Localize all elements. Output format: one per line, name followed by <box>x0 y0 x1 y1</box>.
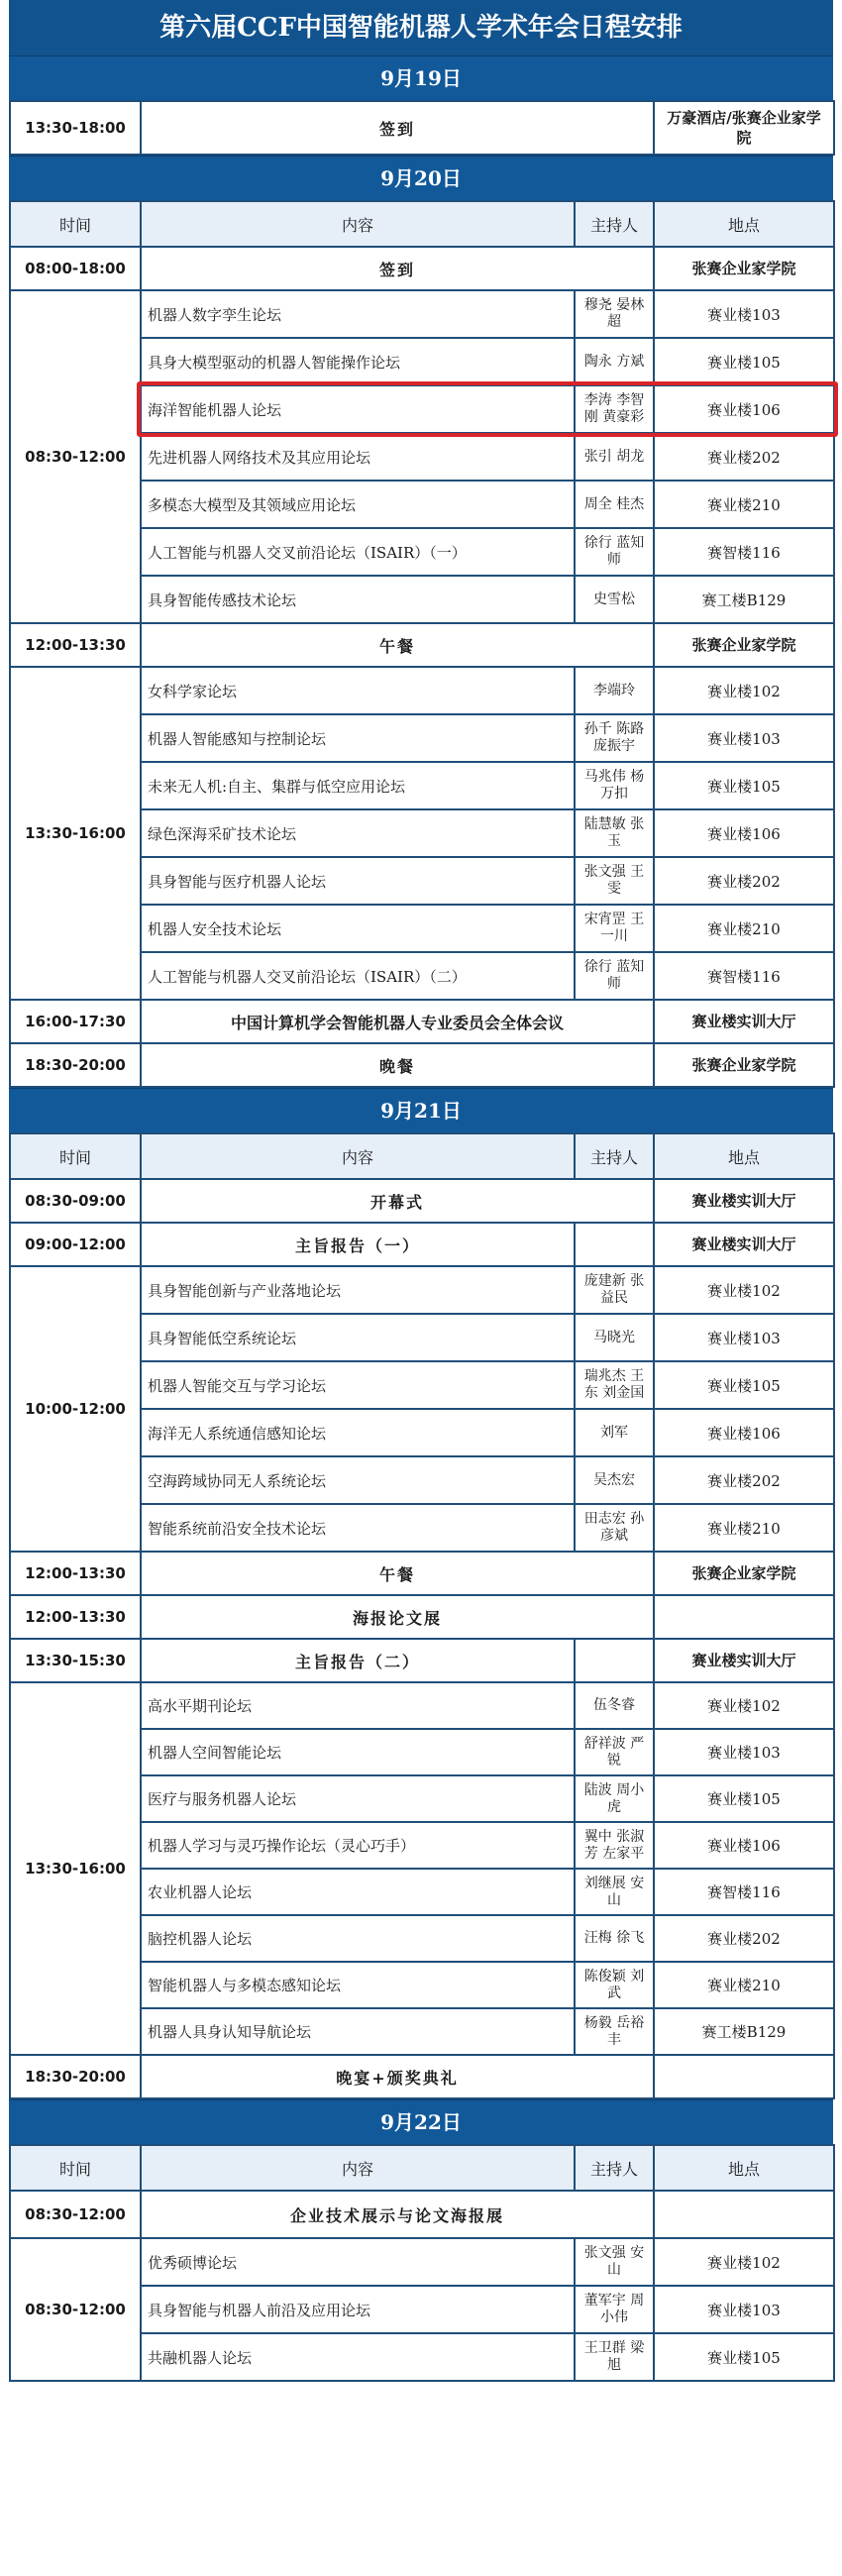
forum-host: 翼中 张淑芳 左家平 <box>575 1822 654 1869</box>
forum-host: 徐行 蓝知师 <box>575 528 654 576</box>
header-time: 时间 <box>10 201 141 247</box>
column-header-row <box>10 201 834 247</box>
row-place: 张赛企业家学院 <box>654 623 834 667</box>
row-host-empty <box>575 1223 654 1266</box>
forum-host: 汪梅 徐飞 <box>575 1915 654 1962</box>
block-time: 08:30-12:00 <box>10 290 141 623</box>
forum-name: 机器人数字孪生论坛 <box>141 290 575 338</box>
table-row <box>10 2055 834 2098</box>
row-content: 午餐 <box>141 1552 654 1595</box>
forum-name: 共融机器人论坛 <box>141 2333 575 2381</box>
forum-place: 赛业楼103 <box>654 1729 834 1775</box>
table-row <box>10 1595 834 1639</box>
row-time: 12:00-13:30 <box>10 1552 141 1595</box>
forum-place: 赛业楼105 <box>654 1775 834 1822</box>
header-content: 内容 <box>141 201 575 247</box>
forum-host: 董军宇 周小伟 <box>575 2286 654 2333</box>
table-row <box>10 1223 834 1266</box>
forum-host: 伍冬睿 <box>575 1682 654 1729</box>
forum-place: 赛业楼106 <box>654 809 834 857</box>
row-time: 12:00-13:30 <box>10 623 141 667</box>
table-row <box>10 1682 834 1729</box>
forum-place: 赛业楼102 <box>654 1682 834 1729</box>
row-place <box>654 2191 834 2238</box>
table-row <box>10 667 834 714</box>
block-time: 13:30-16:00 <box>10 1682 141 2055</box>
row-time: 08:30-12:00 <box>10 2191 141 2238</box>
forum-name: 多模态大模型及其领域应用论坛 <box>141 481 575 528</box>
forum-host: 杨毅 岳裕丰 <box>575 2008 654 2055</box>
row-place: 张赛企业家学院 <box>654 1043 834 1087</box>
forum-host: 李涛 李智刚 黄豪彩 <box>575 385 654 433</box>
table-row <box>10 1639 834 1682</box>
forum-name: 机器人空间智能论坛 <box>141 1729 575 1775</box>
day-header-0919: 9月19日 <box>9 55 833 100</box>
row-content: 晚宴+颁奖典礼 <box>141 2055 654 2098</box>
forum-host: 史雪松 <box>575 576 654 623</box>
forum-host: 刘继展 安山 <box>575 1869 654 1915</box>
day-header-0920: 9月20日 <box>9 156 833 200</box>
column-header-row <box>10 2145 834 2191</box>
forum-host: 陈俊颖 刘武 <box>575 1962 654 2008</box>
header-content: 内容 <box>141 2145 575 2191</box>
row-time: 13:30-18:00 <box>10 101 141 155</box>
forum-host: 周全 桂杰 <box>575 481 654 528</box>
header-host: 主持人 <box>575 2145 654 2191</box>
table-row <box>10 1000 834 1043</box>
table-row <box>10 290 834 338</box>
forum-name: 海洋无人系统通信感知论坛 <box>141 1409 575 1456</box>
forum-place: 赛业楼103 <box>654 714 834 762</box>
forum-name: 绿色深海采矿技术论坛 <box>141 809 575 857</box>
header-time: 时间 <box>10 1133 141 1179</box>
forum-name: 具身智能低空系统论坛 <box>141 1314 575 1361</box>
day-header-0921: 9月21日 <box>9 1088 833 1132</box>
row-host-empty <box>575 1639 654 1682</box>
forum-name: 具身智能创新与产业落地论坛 <box>141 1266 575 1314</box>
forum-name: 优秀硕博论坛 <box>141 2238 575 2286</box>
forum-host: 瑞兆杰 王东 刘金国 <box>575 1361 654 1409</box>
forum-name: 机器人具身认知导航论坛 <box>141 2008 575 2055</box>
forum-name: 未来无人机:自主、集群与低空应用论坛 <box>141 762 575 809</box>
forum-name: 机器人安全技术论坛 <box>141 905 575 952</box>
forum-host: 吴杰宏 <box>575 1456 654 1504</box>
forum-host: 陶永 方斌 <box>575 338 654 385</box>
forum-place: 赛业楼202 <box>654 857 834 905</box>
row-place: 张赛企业家学院 <box>654 1552 834 1595</box>
row-place: 万豪酒店/张赛企业家学院 <box>654 101 834 155</box>
row-content: 海报论文展 <box>141 1595 654 1639</box>
row-place: 赛业楼实训大厅 <box>654 1639 834 1682</box>
forum-name: 具身大模型驱动的机器人智能操作论坛 <box>141 338 575 385</box>
forum-name: 机器人智能交互与学习论坛 <box>141 1361 575 1409</box>
forum-host: 穆尧 晏林超 <box>575 290 654 338</box>
row-time: 18:30-20:00 <box>10 1043 141 1087</box>
day-table-0921 <box>9 1132 835 2099</box>
forum-host: 宋宵罡 王一川 <box>575 905 654 952</box>
forum-host: 舒祥波 严锐 <box>575 1729 654 1775</box>
forum-place: 赛业楼103 <box>654 2286 834 2333</box>
forum-host: 田志宏 孙彦斌 <box>575 1504 654 1552</box>
forum-name: 人工智能与机器人交叉前沿论坛（ISAIR）（一） <box>141 528 575 576</box>
table-row <box>10 247 834 290</box>
row-time: 12:00-13:30 <box>10 1595 141 1639</box>
header-host: 主持人 <box>575 1133 654 1179</box>
forum-name: 高水平期刊论坛 <box>141 1682 575 1729</box>
header-host: 主持人 <box>575 201 654 247</box>
schedule-page <box>9 0 833 2382</box>
forum-place: 赛业楼202 <box>654 1456 834 1504</box>
forum-place: 赛业楼210 <box>654 481 834 528</box>
forum-name: 具身智能传感技术论坛 <box>141 576 575 623</box>
table-row <box>10 1043 834 1087</box>
row-content: 主旨报告（二） <box>141 1639 575 1682</box>
forum-name: 具身智能与机器人前沿及应用论坛 <box>141 2286 575 2333</box>
forum-host: 孙千 陈路 庞振宇 <box>575 714 654 762</box>
day-table-0922 <box>9 2144 835 2382</box>
block-time: 10:00-12:00 <box>10 1266 141 1552</box>
row-place: 赛业楼实训大厅 <box>654 1179 834 1223</box>
forum-host: 刘军 <box>575 1409 654 1456</box>
forum-place: 赛业楼106 <box>654 1409 834 1456</box>
forum-place: 赛业楼105 <box>654 338 834 385</box>
forum-place: 赛业楼103 <box>654 1314 834 1361</box>
forum-name: 智能系统前沿安全技术论坛 <box>141 1504 575 1552</box>
forum-place: 赛业楼102 <box>654 2238 834 2286</box>
forum-place: 赛业楼202 <box>654 433 834 481</box>
forum-place: 赛业楼106 <box>654 1822 834 1869</box>
forum-host: 陆慧敏 张玉 <box>575 809 654 857</box>
forum-place: 赛业楼210 <box>654 905 834 952</box>
day-table-0920 <box>9 200 835 1088</box>
table-row <box>10 2238 834 2286</box>
row-content: 企业技术展示与论文海报展 <box>141 2191 654 2238</box>
forum-place: 赛智楼116 <box>654 528 834 576</box>
header-place: 地点 <box>654 1133 834 1179</box>
column-header-row <box>10 1133 834 1179</box>
table-row <box>10 1552 834 1595</box>
header-place: 地点 <box>654 2145 834 2191</box>
row-time: 08:00-18:00 <box>10 247 141 290</box>
day-header-0922: 9月22日 <box>9 2099 833 2144</box>
block-time: 13:30-16:00 <box>10 667 141 1000</box>
page-title: 第六届CCF中国智能机器人学术年会日程安排 <box>9 0 833 55</box>
forum-name: 人工智能与机器人交叉前沿论坛（ISAIR）（二） <box>141 952 575 1000</box>
row-content: 晚餐 <box>141 1043 654 1087</box>
row-time: 08:30-09:00 <box>10 1179 141 1223</box>
forum-host: 张文强 安山 <box>575 2238 654 2286</box>
row-place <box>654 1595 834 1639</box>
forum-place: 赛业楼210 <box>654 1504 834 1552</box>
forum-place: 赛工楼B129 <box>654 576 834 623</box>
forum-place: 赛工楼B129 <box>654 2008 834 2055</box>
row-content: 主旨报告（一） <box>141 1223 575 1266</box>
header-time: 时间 <box>10 2145 141 2191</box>
row-time: 18:30-20:00 <box>10 2055 141 2098</box>
row-content: 签到 <box>141 101 654 155</box>
forum-place: 赛业楼103 <box>654 290 834 338</box>
block-time: 08:30-12:00 <box>10 2238 141 2381</box>
forum-place: 赛业楼102 <box>654 1266 834 1314</box>
row-content: 签到 <box>141 247 654 290</box>
forum-host: 李端玲 <box>575 667 654 714</box>
table-row <box>10 101 834 155</box>
forum-name: 空海跨域协同无人系统论坛 <box>141 1456 575 1504</box>
forum-name: 医疗与服务机器人论坛 <box>141 1775 575 1822</box>
forum-name: 农业机器人论坛 <box>141 1869 575 1915</box>
forum-place: 赛智楼116 <box>654 952 834 1000</box>
forum-name: 具身智能与医疗机器人论坛 <box>141 857 575 905</box>
forum-host: 徐行 蓝知师 <box>575 952 654 1000</box>
row-place <box>654 2055 834 2098</box>
forum-host: 张文强 王雯 <box>575 857 654 905</box>
day-table-0919 <box>9 100 835 156</box>
forum-host: 马晓光 <box>575 1314 654 1361</box>
forum-host: 张引 胡龙 <box>575 433 654 481</box>
forum-host: 陆波 周小虎 <box>575 1775 654 1822</box>
row-time: 09:00-12:00 <box>10 1223 141 1266</box>
forum-name: 海洋智能机器人论坛 <box>141 385 575 433</box>
table-row <box>10 1179 834 1223</box>
forum-name: 机器人智能感知与控制论坛 <box>141 714 575 762</box>
forum-place: 赛业楼106 <box>654 385 834 433</box>
forum-place: 赛业楼105 <box>654 2333 834 2381</box>
forum-name: 智能机器人与多模态感知论坛 <box>141 1962 575 2008</box>
row-place: 赛业楼实训大厅 <box>654 1223 834 1266</box>
forum-name: 女科学家论坛 <box>141 667 575 714</box>
forum-name: 先进机器人网络技术及其应用论坛 <box>141 433 575 481</box>
row-content: 午餐 <box>141 623 654 667</box>
forum-place: 赛智楼116 <box>654 1869 834 1915</box>
forum-place: 赛业楼102 <box>654 667 834 714</box>
table-row <box>10 2191 834 2238</box>
forum-place: 赛业楼105 <box>654 1361 834 1409</box>
table-row <box>10 623 834 667</box>
forum-name: 机器人学习与灵巧操作论坛（灵心巧手） <box>141 1822 575 1869</box>
row-place: 赛业楼实训大厅 <box>654 1000 834 1043</box>
row-place: 张赛企业家学院 <box>654 247 834 290</box>
forum-name: 脑控机器人论坛 <box>141 1915 575 1962</box>
header-place: 地点 <box>654 201 834 247</box>
forum-host: 王卫群 梁旭 <box>575 2333 654 2381</box>
forum-place: 赛业楼210 <box>654 1962 834 2008</box>
row-content: 开幕式 <box>141 1179 654 1223</box>
forum-place: 赛业楼105 <box>654 762 834 809</box>
forum-host: 马兆伟 杨万扣 <box>575 762 654 809</box>
forum-host: 庞建新 张益民 <box>575 1266 654 1314</box>
row-time: 16:00-17:30 <box>10 1000 141 1043</box>
header-content: 内容 <box>141 1133 575 1179</box>
row-time: 13:30-15:30 <box>10 1639 141 1682</box>
forum-place: 赛业楼202 <box>654 1915 834 1962</box>
row-content: 中国计算机学会智能机器人专业委员会全体会议 <box>141 1000 654 1043</box>
table-row <box>10 1266 834 1314</box>
